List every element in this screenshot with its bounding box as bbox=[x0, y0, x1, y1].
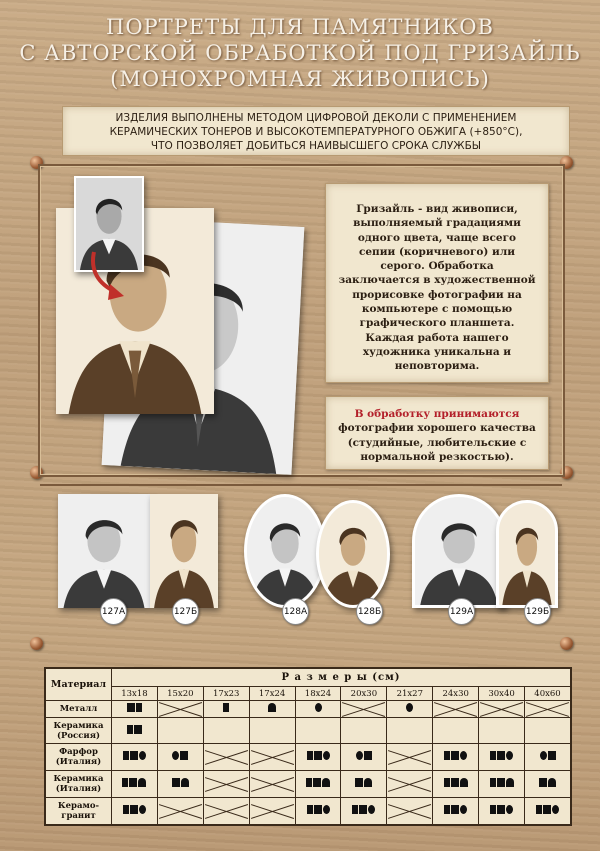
intro-line-2: КЕРАМИЧЕСКИХ ТОНЕРОВ И ВЫСОКОТЕМПЕРАТУРНОГО ОБЖИГА (+850°С), bbox=[109, 126, 523, 138]
description-panel bbox=[325, 183, 549, 383]
page-title bbox=[0, 14, 600, 92]
square-shape-icon bbox=[359, 805, 367, 814]
shape-group bbox=[223, 703, 229, 712]
red-arrow-icon bbox=[84, 248, 134, 304]
size-cell bbox=[203, 701, 249, 718]
size-cell bbox=[295, 798, 341, 825]
size-header-cell: 18x24 bbox=[295, 687, 341, 701]
unavailable-cell bbox=[479, 701, 525, 718]
divider bbox=[40, 484, 562, 486]
size-cell bbox=[387, 717, 433, 744]
sizes-table bbox=[44, 667, 572, 826]
square-shape-icon bbox=[451, 751, 459, 760]
shape-group bbox=[122, 778, 146, 787]
unavailable-cell bbox=[203, 744, 249, 771]
shape-group bbox=[123, 751, 146, 760]
size-header-cell: 17x24 bbox=[249, 687, 295, 701]
shape-group bbox=[490, 751, 513, 760]
square-shape-icon bbox=[172, 778, 180, 787]
intro-line-1: ИЗДЕЛИЯ ВЫПОЛНЕНЫ МЕТОДОМ ЦИФРОВОЙ ДЕКОЛИ С ПРИМЕНЕНИЕМ bbox=[115, 112, 517, 124]
square-shape-icon bbox=[497, 805, 505, 814]
square-shape-icon bbox=[497, 751, 505, 760]
size-cell bbox=[433, 798, 479, 825]
rect-shape-icon bbox=[123, 805, 129, 814]
size-cell bbox=[341, 771, 387, 798]
size-cell bbox=[295, 771, 341, 798]
size-cell bbox=[433, 771, 479, 798]
square-shape-icon bbox=[129, 778, 137, 787]
title-line-2: С АВТОРСКОЙ ОБРАБОТКОЙ ПОД ГРИЗАЙЛЬ bbox=[19, 41, 581, 65]
square-shape-icon bbox=[451, 805, 459, 814]
size-cell bbox=[525, 798, 571, 825]
shape-group bbox=[490, 805, 513, 814]
arch-shape-icon bbox=[268, 703, 276, 712]
rect-shape-icon bbox=[127, 725, 133, 734]
material-header: Материал bbox=[46, 669, 112, 701]
size-cell bbox=[203, 717, 249, 744]
arch-shape-icon bbox=[322, 778, 330, 787]
oval-shape-icon bbox=[172, 751, 179, 760]
rect-shape-icon bbox=[307, 751, 313, 760]
size-cell bbox=[295, 701, 341, 718]
square-shape-icon bbox=[127, 703, 135, 712]
unavailable-cell bbox=[387, 771, 433, 798]
intro-line-3: ЧТО ПОЗВОЛЯЕТ ДОБИТЬСЯ НАИВЫСШЕГО СРОКА СЛУЖБЫ bbox=[150, 140, 482, 152]
square-shape-icon bbox=[539, 778, 547, 787]
sample-label-127a: 127А bbox=[100, 598, 127, 625]
unavailable-cell bbox=[249, 744, 295, 771]
size-cell bbox=[525, 744, 571, 771]
sample-127b-photo bbox=[150, 494, 218, 608]
unavailable-cell bbox=[387, 744, 433, 771]
oval-shape-icon bbox=[540, 751, 547, 760]
size-header-cell: 30x40 bbox=[479, 687, 525, 701]
rect-shape-icon bbox=[223, 703, 229, 712]
size-cell bbox=[112, 744, 158, 771]
table-row bbox=[46, 744, 571, 771]
size-cell bbox=[341, 717, 387, 744]
title-line-1: ПОРТРЕТЫ ДЛЯ ПАМЯТНИКОВ bbox=[106, 15, 494, 39]
size-cell bbox=[112, 771, 158, 798]
size-cell bbox=[157, 744, 203, 771]
sample-129a-photo bbox=[412, 494, 506, 608]
shape-group bbox=[539, 778, 556, 787]
size-cell bbox=[295, 744, 341, 771]
oval-shape-icon bbox=[460, 751, 467, 760]
size-cell bbox=[387, 701, 433, 718]
material-label: Керамо-гранит bbox=[46, 798, 112, 825]
oval-shape-icon bbox=[460, 805, 467, 814]
rect-shape-icon bbox=[444, 805, 450, 814]
square-shape-icon bbox=[355, 778, 363, 787]
note-panel bbox=[325, 396, 549, 470]
table-row bbox=[46, 701, 571, 718]
table-row bbox=[46, 771, 571, 798]
shape-group bbox=[444, 805, 467, 814]
oval-shape-icon bbox=[139, 751, 146, 760]
oval-shape-icon bbox=[139, 805, 146, 814]
sample-128a-photo bbox=[244, 494, 326, 608]
size-header-cell: 13x18 bbox=[112, 687, 158, 701]
shape-group bbox=[444, 751, 467, 760]
arch-shape-icon bbox=[506, 778, 514, 787]
shape-group bbox=[172, 778, 189, 787]
shape-group bbox=[123, 805, 146, 814]
size-header-cell: 17x23 bbox=[203, 687, 249, 701]
rect-shape-icon bbox=[490, 751, 496, 760]
sample-label-127b: 127Б bbox=[172, 598, 199, 625]
oval-shape-icon bbox=[323, 751, 330, 760]
rect-shape-icon bbox=[122, 778, 128, 787]
size-cell bbox=[157, 771, 203, 798]
square-shape-icon bbox=[180, 751, 188, 760]
size-cell bbox=[479, 717, 525, 744]
size-cell bbox=[112, 717, 158, 744]
table-row bbox=[46, 717, 571, 744]
shape-group bbox=[490, 778, 514, 787]
arch-shape-icon bbox=[548, 778, 556, 787]
description-text: Гризайль - вид живописи, выполняемый градациями одного цвета, чаще всего сепии (коричневого) или серого. Обработка заключается в художественной прорисовке фотографии на компьютере с помощью графического планшета. Каждая работа нашего художника уникальна и неповторима. bbox=[338, 203, 536, 373]
unavailable-cell bbox=[387, 798, 433, 825]
material-label: Фарфор (Италия) bbox=[46, 744, 112, 771]
size-cell bbox=[479, 771, 525, 798]
arch-shape-icon bbox=[138, 778, 146, 787]
shape-group bbox=[127, 703, 142, 712]
square-shape-icon bbox=[548, 751, 556, 760]
sample-129b-photo bbox=[496, 500, 558, 608]
material-label: Керамика (Россия) bbox=[46, 717, 112, 744]
size-cell bbox=[525, 717, 571, 744]
size-cell bbox=[249, 717, 295, 744]
oval-shape-icon bbox=[315, 703, 322, 712]
shape-group bbox=[127, 725, 142, 734]
title-line-3: (МОНОХРОМНАЯ ЖИВОПИСЬ) bbox=[110, 67, 490, 91]
oval-shape-icon bbox=[552, 805, 559, 814]
rect-shape-icon bbox=[136, 703, 142, 712]
rivet-icon bbox=[30, 637, 43, 650]
sample-label-129a: 129А bbox=[448, 598, 475, 625]
square-shape-icon bbox=[543, 805, 551, 814]
size-cell bbox=[157, 717, 203, 744]
note-red-text: В обработку принимаются bbox=[354, 408, 520, 420]
unavailable-cell bbox=[341, 701, 387, 718]
size-cell bbox=[341, 798, 387, 825]
rect-shape-icon bbox=[536, 805, 542, 814]
size-header-cell: 15x20 bbox=[157, 687, 203, 701]
size-cell bbox=[295, 717, 341, 744]
shape-group bbox=[444, 778, 468, 787]
unavailable-cell bbox=[433, 701, 479, 718]
oval-shape-icon bbox=[406, 703, 413, 712]
oval-shape-icon bbox=[506, 751, 513, 760]
square-shape-icon bbox=[313, 778, 321, 787]
sizes-header: Р а з м е р ы (см) bbox=[112, 669, 571, 687]
arch-shape-icon bbox=[364, 778, 372, 787]
unavailable-cell bbox=[525, 701, 571, 718]
square-shape-icon bbox=[314, 805, 322, 814]
rect-shape-icon bbox=[444, 778, 450, 787]
shape-group bbox=[540, 751, 556, 760]
size-header-cell: 21x27 bbox=[387, 687, 433, 701]
unavailable-cell bbox=[157, 798, 203, 825]
unavailable-cell bbox=[203, 798, 249, 825]
rivet-icon bbox=[560, 637, 573, 650]
shape-group bbox=[406, 703, 413, 712]
size-cell bbox=[433, 717, 479, 744]
size-cell bbox=[112, 701, 158, 718]
square-shape-icon bbox=[364, 751, 372, 760]
shape-group bbox=[355, 778, 372, 787]
arch-shape-icon bbox=[460, 778, 468, 787]
rect-shape-icon bbox=[307, 805, 313, 814]
shape-group bbox=[315, 703, 322, 712]
sample-label-128b: 128Б bbox=[356, 598, 383, 625]
unavailable-cell bbox=[249, 798, 295, 825]
size-header-cell: 20x30 bbox=[341, 687, 387, 701]
arch-shape-icon bbox=[181, 778, 189, 787]
oval-shape-icon bbox=[506, 805, 513, 814]
shape-group bbox=[356, 751, 372, 760]
shape-group bbox=[352, 805, 375, 814]
size-header-cell: 40x60 bbox=[525, 687, 571, 701]
oval-shape-icon bbox=[323, 805, 330, 814]
shape-group bbox=[307, 805, 330, 814]
table-row bbox=[46, 798, 571, 825]
shape-group bbox=[268, 703, 276, 712]
sample-label-129b: 129Б bbox=[524, 598, 551, 625]
unavailable-cell bbox=[203, 771, 249, 798]
size-cell bbox=[479, 798, 525, 825]
square-shape-icon bbox=[134, 725, 142, 734]
intro-panel bbox=[62, 106, 570, 156]
square-shape-icon bbox=[130, 751, 138, 760]
rect-shape-icon bbox=[352, 805, 358, 814]
shape-group bbox=[172, 751, 188, 760]
size-cell bbox=[525, 771, 571, 798]
sample-label-128a: 128А bbox=[282, 598, 309, 625]
size-header-cell: 24x30 bbox=[433, 687, 479, 701]
rect-shape-icon bbox=[444, 751, 450, 760]
rect-shape-icon bbox=[490, 778, 496, 787]
rect-shape-icon bbox=[306, 778, 312, 787]
shape-group bbox=[306, 778, 330, 787]
unavailable-cell bbox=[249, 771, 295, 798]
sample-128b-photo bbox=[316, 500, 390, 608]
square-shape-icon bbox=[497, 778, 505, 787]
shape-group bbox=[536, 805, 559, 814]
material-label: Металл bbox=[46, 701, 112, 718]
shape-group bbox=[307, 751, 330, 760]
oval-shape-icon bbox=[356, 751, 363, 760]
size-cell bbox=[112, 798, 158, 825]
size-cell bbox=[433, 744, 479, 771]
sample-127a-photo bbox=[58, 494, 150, 608]
rect-shape-icon bbox=[490, 805, 496, 814]
unavailable-cell bbox=[157, 701, 203, 718]
square-shape-icon bbox=[451, 778, 459, 787]
square-shape-icon bbox=[130, 805, 138, 814]
rect-shape-icon bbox=[123, 751, 129, 760]
size-cell bbox=[249, 701, 295, 718]
size-cell bbox=[479, 744, 525, 771]
size-cell bbox=[341, 744, 387, 771]
note-text: фотографии хорошего качества (студийные, любительские с нормальной резкостью). bbox=[338, 422, 536, 463]
square-shape-icon bbox=[314, 751, 322, 760]
material-label: Керамика (Италия) bbox=[46, 771, 112, 798]
oval-shape-icon bbox=[368, 805, 375, 814]
